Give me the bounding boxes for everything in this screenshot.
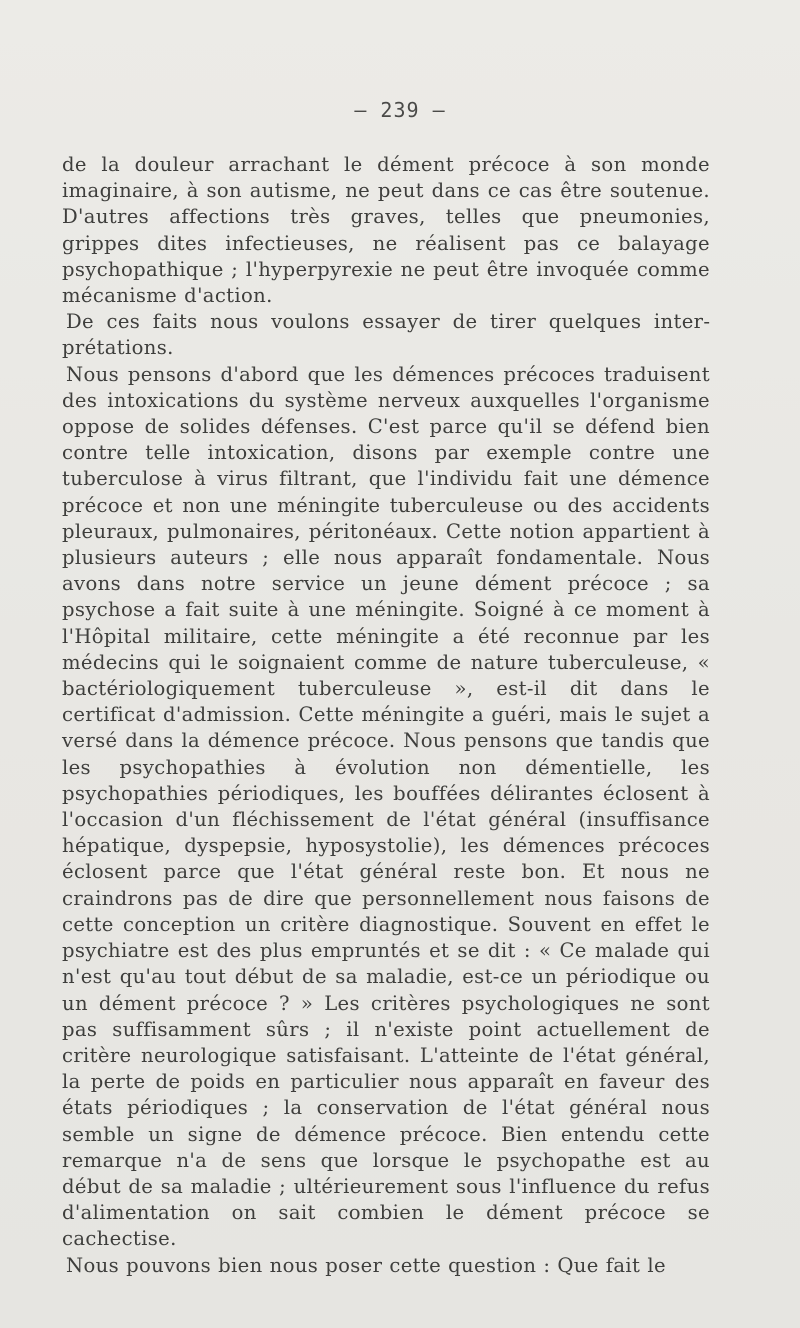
paragraph-continued: de la douleur arrachant le dément précoce à son monde imaginaire, à son autisme, ne peut dans ce cas être soutenue. D'autres affections très graves, telles que pneumonies, grippes dites infectieuses, ne réalisent pas ce balayage psychopathique ; l'hyperpyrexie ne peut être invoquée comme mécanisme d'action. <box>62 153 710 308</box>
page-number: — 239 — <box>354 98 446 122</box>
paragraph-main-argument: Nous pensons d'abord que les démences précoces traduisent des intoxications du système nerveux auxquelles l'organisme oppose de solides défenses. C'est parce qu'il se défend bien contre telle intoxication, disons par exemple contre une tuberculose à virus filtrant, que l'individu fait une démence précoce et non une méningite tuberculeuse ou des accidents pleuraux, pulmonaires, péritonéaux. Cette notion appartient à plusieurs auteurs ; elle nous apparaît fondamentale. Nous avons dans notre service un jeune dément précoce ; sa psychose a fait suite à une méningite. Soigné à ce moment à l'Hôpital militaire, cette méningite a été reconnue par les médecins qui le soignaient comme de nature tuberculeuse, « bactériologiquement tuberculeuse », est-il dit dans le certificat d'admission. Cette méningite a guéri, mais le sujet a versé dans la démence précoce. Nous pensons que tandis que les psychopathies à évolution non démentielle, les psychopathies périodiques, les bouffées délirantes éclosent à l'occasion d'un fléchissement de l'état général (insuffisance hépatique, dyspepsie, hyposystolie), les démences précoces éclosent parce que l'état général reste bon. Et nous ne craindrons pas de dire que personnellement nous faisons de cette conception un critère diagnostique. Souvent en effet le psychiatre est des plus empruntés et se dit : « Ce malade qui n'est qu'au tout début de sa maladie, est-ce un périodique ou un dément précoce ? » Les critères psychologiques ne sont pas suffisamment sûrs ; il n'existe point actuellement de critère neurologique satisfaisant. L'atteinte de l'état général, la perte de poids en particulier nous apparaît en faveur des états périodiques ; la conservation de l'état général nous semble un signe de démence précoce. Bien entendu cette remarque n'a de sens que lorsque le psychopathe est au début de sa maladie ; ultérieurement sous l'influence du refus d'alimentation on sait combien le dément précoce se cachectise. <box>62 362 710 1251</box>
body-text <box>62 152 710 1279</box>
paragraph-interpretations: De ces faits nous voulons essayer de tirer quelques interprétations. <box>62 310 710 360</box>
paragraph-question: Nous pouvons bien nous poser cette question : Que fait le <box>66 1253 666 1277</box>
